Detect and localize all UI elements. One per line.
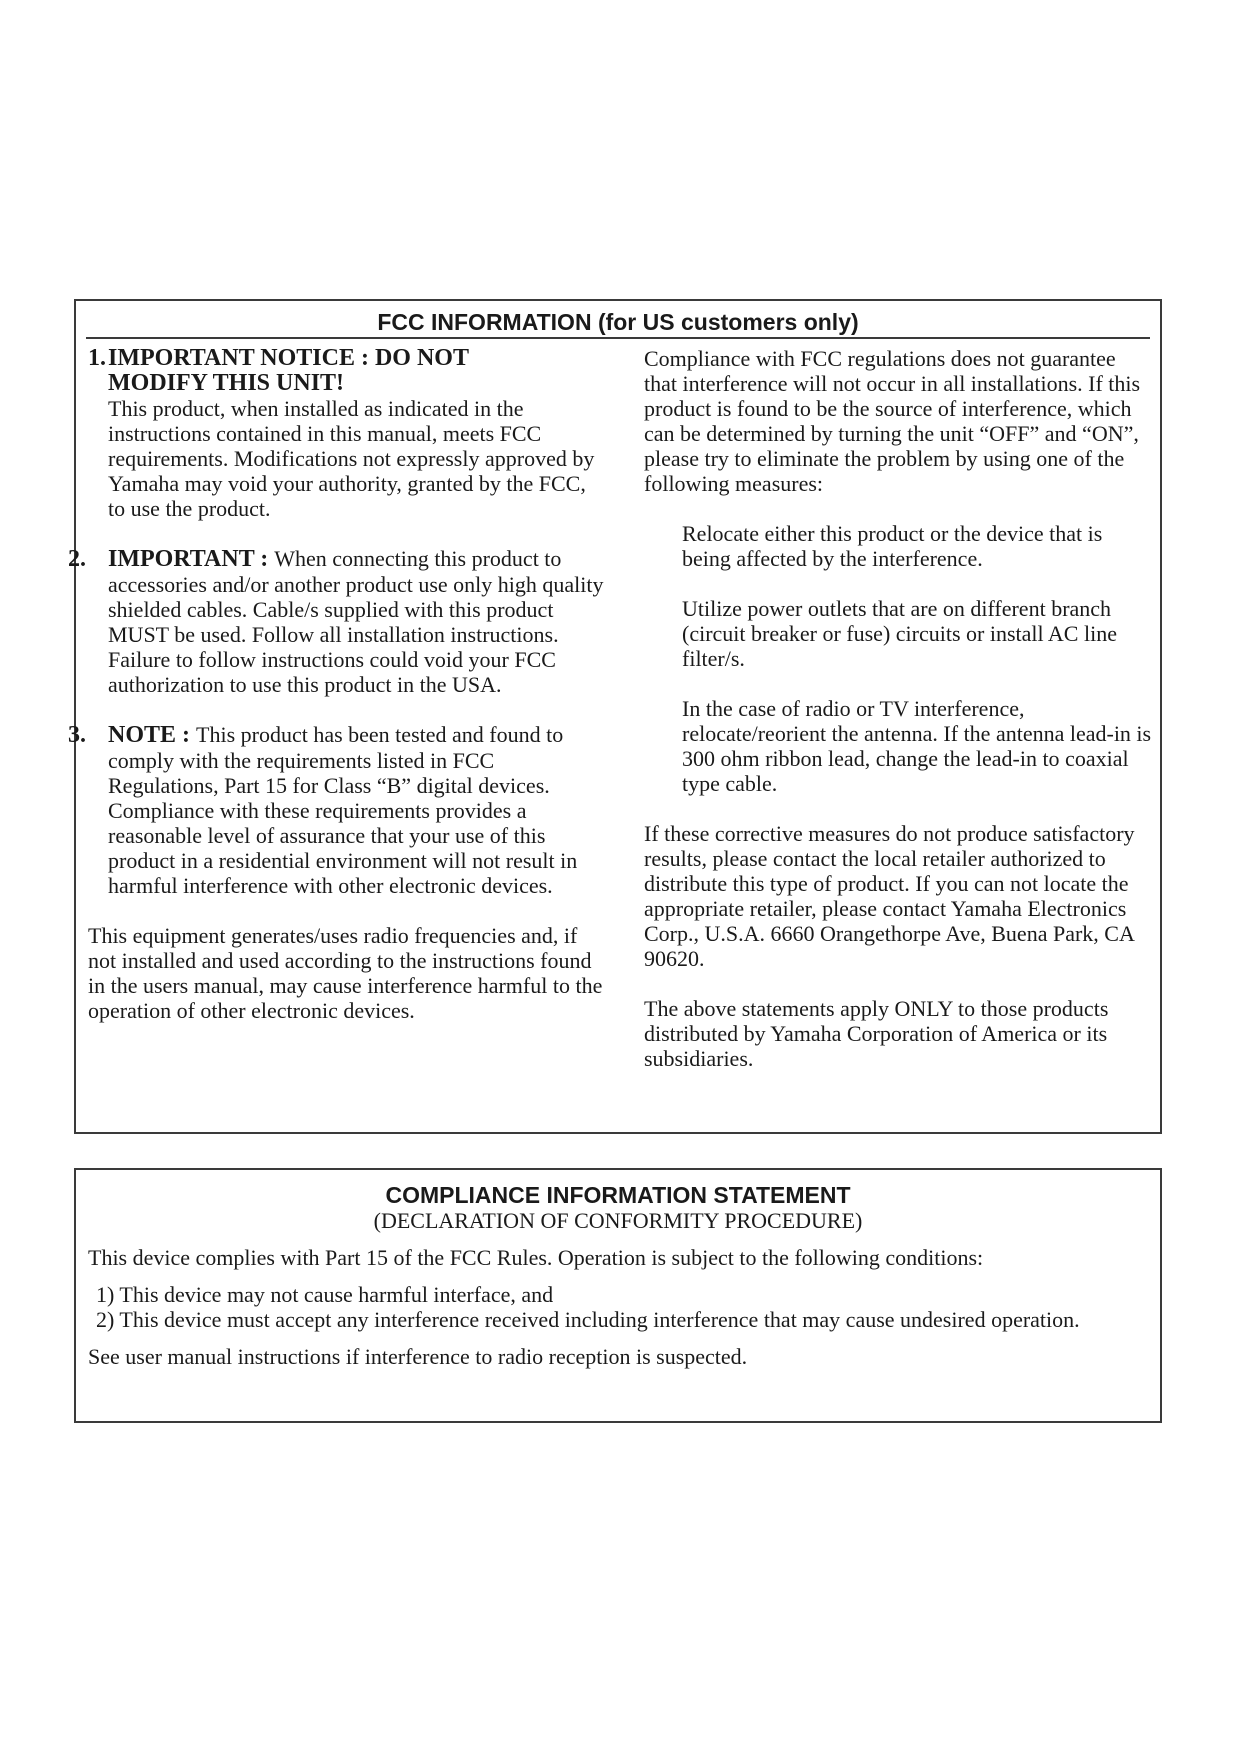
measure-item: Relocate either this product or the device that is being affected by the interference. — [682, 521, 1103, 571]
fcc-right-column — [644, 346, 1154, 1096]
cis-footer: See user manual instructions if interference to radio reception is suspected. — [88, 1344, 748, 1369]
contact-paragraph: If these corrective measures do not produce satisfactory results, please contact the local retailer authorized to distribute this type of product. If you can not locate the appropriate retailer, please contact Yamaha Electronics Corp., U.S.A. 6660 Orangethorpe Ave, Buena Park, CA 90620. — [644, 821, 1135, 971]
notice-3-heading: NOTE : — [108, 722, 197, 748]
notice-item-3 — [68, 722, 608, 898]
compliance-statement-box — [74, 1168, 1162, 1423]
notice-2-number: 2. — [68, 546, 86, 572]
notice-item-2 — [68, 546, 608, 697]
measure-item: In the case of radio or TV interference, relocate/reorient the antenna. If the antenna lead-in is 300 ohm ribbon lead, change the lead-in to coaxial type cable. — [682, 696, 1152, 796]
conditions-list — [88, 1282, 1140, 1332]
equipment-paragraph: This equipment generates/uses radio frequencies and, if not installed and used according to the instructions found in the users manual, may cause interference harmful to the operation of other electronic devices. — [88, 923, 603, 1023]
fcc-information-box — [68, 299, 1162, 1134]
compliance-paragraph: Compliance with FCC regulations does not guarantee that interference will not occur in all installations. If this product is found to be the source of interference, which can be determined by turning the unit “OFF” and “ON”, please try to eliminate the problem by using one of the following measures: — [644, 346, 1141, 496]
measure-item: Utilize power outlets that are on different branch (circuit breaker or fuse) circuits or install AC line filter/s. — [682, 596, 1117, 671]
notice-1-heading-line1: IMPORTANT NOTICE : DO NOT — [108, 345, 469, 371]
notice-1-heading — [88, 346, 608, 371]
notice-item-1 — [88, 346, 608, 521]
cis-body — [88, 1245, 1140, 1369]
notice-3-body: This product has been tested and found to comply with the requirements listed in FCC Regulations, Part 15 for Class “B” digital devices. Compliance with these requirements provides a reasonable level of assurance that your use of this product in a residential environment will not result in harmful interference with other electronic devices. — [108, 722, 578, 898]
fcc-left-column — [68, 345, 608, 1048]
notice-1-body: This product, when installed as indicated in the instructions contained in this manual, meets FCC requirements. Modifications not expressly approved by Yamaha may void your authority, granted by the FCC, to use the product. — [108, 396, 595, 521]
notice-2-heading: IMPORTANT : — [108, 546, 275, 572]
notice-1-heading-line2: MODIFY THIS UNIT! — [108, 370, 345, 396]
notice-1-number: 1. — [88, 345, 106, 371]
statement-paragraph: The above statements apply ONLY to those products distributed by Yamaha Corporation of America or its subsidiaries. — [644, 996, 1109, 1071]
measures-list — [644, 521, 1154, 796]
cis-intro: This device complies with Part 15 of the FCC Rules. Operation is subject to the following conditions: — [88, 1245, 984, 1270]
notice-3-number: 3. — [68, 722, 86, 748]
cis-subtitle: (DECLARATION OF CONFORMITY PROCEDURE) — [373, 1208, 863, 1233]
cis-title: COMPLIANCE INFORMATION STATEMENT — [385, 1182, 851, 1208]
fcc-title: FCC INFORMATION (for US customers only) — [86, 307, 1150, 339]
condition-item: 2) This device must accept any interference received including interference that may cause undesired operation. — [96, 1307, 1080, 1332]
condition-item: 1) This device may not cause harmful interface, and — [96, 1282, 554, 1307]
notice-2-body: When connecting this product to accessories and/or another product use only high quality shielded cables. Cable/s supplied with this product MUST be used. Follow all installation instructions. Failure to follow instructions could void your FCC authorization to use this product in the USA. — [108, 546, 604, 697]
